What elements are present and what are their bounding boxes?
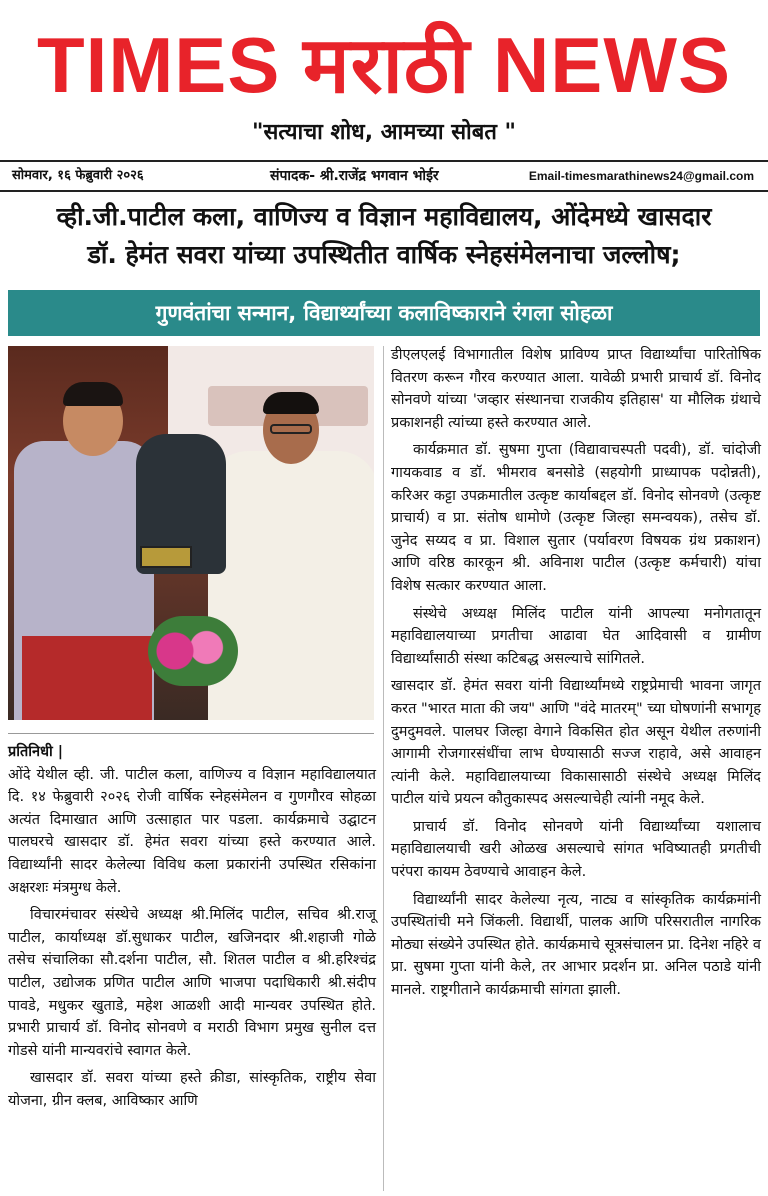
paragraph-8: प्राचार्य डॉ. विनोद सोनवणे यांनी विद्यार्थ्यांच्या यशालाच महाविद्यालयाची खरी ओळख असल्याचे सांगत भविष्यातही प्रगतीची परंपरा कायम ठेवण्याचे आवाहन केले.: [391, 818, 761, 881]
editor-name: संपादक- श्री.राजेंद्र भगवान भोईर: [270, 168, 439, 184]
person-left-hair: [63, 382, 123, 406]
article-subheadline: गुणवंतांचा सन्मान, विद्यार्थ्यांच्या कलाविष्काराने रंगला सोहळा: [8, 290, 760, 336]
byline-divider: [8, 733, 374, 734]
issue-date: सोमवार, १६ फेब्रुवारी २०२६: [12, 168, 144, 183]
person-right-figure: [208, 451, 374, 720]
paragraph-9: विद्यार्थ्यांनी सादर केलेल्या नृत्य, नाट्य व सांस्कृतिक कार्यक्रमांनी उपस्थितांची मने जिंकली. विद्यार्थी, पालक आणि परिसरातील नागरिक मोठ्या संख्येने उपस्थित होते. कार्यक्रमाचे सूत्रसंचालन प्रा. दिनेश नहिरे व प्रा. सुषमा गुप्ता यांनी केले, तर आभार प्रदर्शन प्रा. अनिल पठाडे यांनी मानले. राष्ट्रगीताने कार्यक्रमाची सांगता झाली.: [391, 891, 761, 999]
glasses-icon: [270, 424, 312, 434]
contact-email[interactable]: Email-timesmarathinews24@gmail.com: [528, 169, 754, 183]
article-left-column: [8, 741, 376, 1118]
paragraph-6: संस्थेचे अध्यक्ष मिलिंद पाटील यांनी आपल्या मनोगतातून महाविद्यालयाच्या प्रगतीचा आढावा घेत आदिवासी व ग्रामीण विद्यार्थ्यांसाठी संस्था कटिबद्ध असल्याचे सांगितले.: [391, 605, 761, 667]
paragraph-3: खासदार डॉ. सवरा यांच्या हस्ते क्रीडा, सांस्कृतिक, राष्ट्रीय सेवा योजना, ग्रीन क्लब, आविष्कार आणि: [8, 1070, 376, 1109]
headline-line-2: डॉ. हेमंत सवरा यांच्या उपस्थितीत वार्षिक स्नेहसंमेलनाचा जल्लोष;: [87, 240, 681, 269]
paragraph-2: विचारमंचावर संस्थेचे अध्यक्ष श्री.मिलिंद पाटील, सचिव श्री.राजू पाटील, कार्याध्यक्ष डॉ.सुधाकर पाटील, खजिनदार श्री.शहाजी गोळे तसेच संचालिका सौ.दर्शना पाटील, सौ. शितल पाटील व श्री.हरिश्चंद्र पाटील, उद्योजक प्रणित पाटील आणि भाजपा पदाधिकारी श्री.संदीप पावडे, मधुकर खुताडे, महेश आळशी आदी मान्यवर उपस्थित होते. प्रभारी प्राचार्य डॉ. विनोद सोनवणे व मराठी विभाग प्रमुख सुनील दत्त गोडसे यांनी मान्यवरांचे स्वागत केले.: [8, 907, 376, 1059]
event-photo-icon: [8, 346, 374, 720]
column-divider: [383, 346, 384, 1191]
paragraph-5: कार्यक्रमात डॉ. सुषमा गुप्ता (विद्यावाचस्पती पदवी), डॉ. चांदोजी गायकवाड व डॉ. भीमराव बनसोडे (सहयोगी प्राध्यापक पदोन्नती), करिअर कट्टा उपक्रमातील उत्कृष्ट कार्याबद्दल डॉ. विनोद सोनवणे (उत्कृष्ट प्राचार्य) व प्रा. संतोष धामोणे (उत्कृष्ट जिल्हा समन्वयक), तसेच डॉ. जुनेद सय्यद व प्रा. विशाल सुतार (पर्यावरण विषयक ग्रंथ प्रकाशन) आणि वरिष्ठ कारकून श्री. अविनाश पाटील (उत्कृष्ट कर्मचारी) यांचा विशेष सत्कार करण्यात आला.: [391, 442, 761, 594]
byline: प्रतिनिधी |: [8, 744, 64, 760]
article-headline: [8, 198, 760, 274]
trophy-plaque: [140, 546, 192, 568]
person-right-hair: [263, 392, 319, 414]
info-bar: [0, 160, 768, 192]
newspaper-tagline: "सत्याचा शोध, आमच्या सोबत ": [252, 120, 516, 145]
person-left-pants: [22, 636, 152, 720]
masthead: [0, 0, 768, 160]
flower-bouquet-icon: [148, 616, 238, 686]
headline-line-1: व्ही.जी.पाटील कला, वाणिज्य व विज्ञान महाविद्यालय, ओंदेमध्ये खासदार: [56, 202, 712, 231]
newspaper-title: TIMES मराठी NEWS: [37, 21, 731, 109]
paragraph-4: डीएलएलई विभागातील विशेष प्राविण्य प्राप्त विद्यार्थ्यांचा पारितोषिक वितरण करून गौरव करण्यात आला. यावेळी प्रभारी प्राचार्य डॉ. विनोद सोनवणे यांच्या 'जव्हार संस्थानचा राजकीय इतिहास' या मौलिक ग्रंथाचे प्रकाशनही त्यांच्या हस्ते करण्यात आले.: [391, 347, 761, 431]
paragraph-1: ओंदे येथील व्ही. जी. पाटील कला, वाणिज्य व विज्ञान महाविद्यालयात दि. १४ फेब्रुवारी २०२६ रोजी वार्षिक स्नेहसंमेलन व गुणगौरव सोहळा अत्यंत दिमाखात आणि उत्साहात पार पडला. कार्यक्रमाचे उद्घाटन पालघरचे खासदार डॉ. हेमंत सवरा यांच्या हस्ते करण्यात आले. विद्यार्थ्यांनी सादर केलेल्या विविध कला प्रकारांनी उपस्थित रसिकांना अक्षरशः मंत्रमुग्ध केले.: [8, 766, 376, 896]
paragraph-7: खासदार डॉ. हेमंत सवरा यांनी विद्यार्थ्यांमध्ये राष्ट्रप्रेमाची भावना जागृत करत "भारत माता की जय" आणि "वंदे मातरम्" च्या घोषणांनी सभागृह दुमदुमवले. पालघर जिल्हा वेगाने विकसित होत असून येथील तरुणांनी आगामी रोजगारसंधींचा लाभ घेण्यासाठी सज्ज राहावे, असे आवाहन त्यांनी केले. महाविद्यालयाच्या विकासासाठी संस्थेचे अध्यक्ष मिलिंद पाटील यांचे प्रयत्न कौतुकास्पद असल्याचेही त्यांनी नमूद केले.: [391, 678, 761, 808]
article-right-column: [391, 344, 761, 1007]
